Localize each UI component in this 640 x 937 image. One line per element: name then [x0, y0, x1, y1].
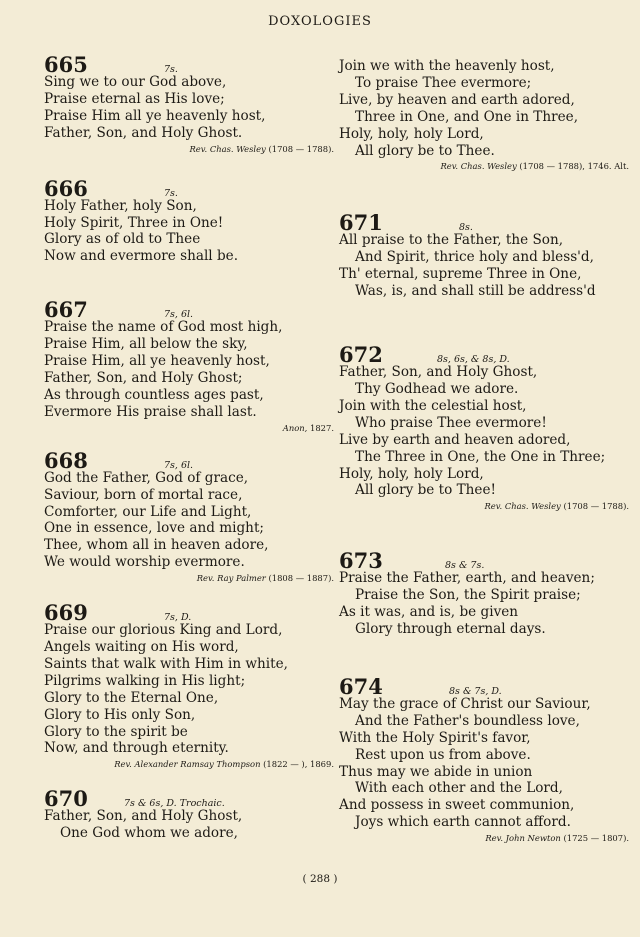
author-dates: (1708 — 1788).: [563, 501, 629, 512]
author-credit: [44, 758, 334, 770]
verse-line: And the Father's boundless love,: [355, 712, 580, 729]
verse-line: Praise the name of God most high,: [44, 319, 283, 336]
hymn-number: 674: [339, 673, 383, 699]
verse-line: The Three in One, the One in Three;: [355, 448, 606, 465]
verse-line: Father, Son, and Holy Ghost,: [339, 364, 538, 381]
hymn-meter: 7s, D.: [164, 612, 192, 624]
hymn-number: 672: [339, 342, 383, 368]
verse-line: As it was, and is, be given: [339, 604, 519, 621]
author-dates: (1708 — 1788).: [268, 143, 334, 154]
hymn-heading: [339, 342, 629, 368]
verse-line: Who praise Thee evermore!: [355, 414, 547, 431]
verse-line: Three in One, and One in Three,: [355, 108, 579, 125]
verse-line: Praise Him, all ye heavenly host,: [44, 353, 270, 370]
verse-line: Holy, holy, holy Lord,: [339, 125, 484, 142]
verse-line: All glory be to Thee!: [355, 482, 496, 499]
verse-line: Thus may we abide in union: [339, 763, 533, 780]
hymn-669: [44, 600, 334, 770]
hymn-meter: 8s, 6s, & 8s, D.: [437, 354, 510, 366]
hymn-meter: 8s & 7s, D.: [449, 685, 502, 697]
hymn-number: 666: [44, 175, 88, 201]
verse-line: Father, Son, and Holy Ghost;: [44, 369, 243, 386]
hymn-number: 665: [44, 52, 88, 77]
verse-line: Live by earth and heaven adored,: [339, 431, 571, 448]
author-name: Rev. Chas. Wesley: [189, 143, 266, 154]
page-number: ( 288 ): [302, 873, 338, 885]
author-dates: 1827.: [310, 422, 334, 433]
hymn-number: 668: [44, 447, 88, 473]
author-dates: (1708 — 1788), 1746. Alt.: [519, 161, 629, 172]
hymn-number: 669: [44, 600, 88, 626]
verse-line: Glory to the spirit be: [44, 723, 188, 740]
left-column: [44, 52, 334, 842]
hymn-heading: [44, 600, 334, 626]
verse-line: Thy Godhead we adore.: [355, 380, 519, 397]
hymn-670-continued: [339, 58, 629, 172]
verse-line: Th' eternal, supreme Three in One,: [339, 266, 582, 283]
hymn-meter: 7s & 6s, D. Trochaic.: [124, 798, 225, 810]
verse-line: Comforter, our Life and Light,: [44, 503, 252, 520]
verse-line: Glory through eternal days.: [355, 621, 546, 638]
verse-line: Pilgrims walking in His light;: [44, 672, 246, 689]
verse-line: Holy, holy, holy Lord,: [339, 465, 484, 482]
author-dates: (1725 — 1807).: [563, 833, 629, 844]
verse-line: Holy Father, holy Son,: [44, 197, 197, 214]
author-credit: [44, 572, 334, 584]
verse-line: God the Father, God of grace,: [44, 469, 249, 486]
verse-line: And possess in sweet communion,: [339, 797, 575, 814]
verse-line: Praise Him, all below the sky,: [44, 336, 248, 353]
hymn-672: [339, 342, 629, 512]
hymn-668: [44, 448, 334, 584]
verse-line: Sing we to our God above,: [44, 74, 227, 90]
hymn-meter: 8s & 7s.: [445, 560, 485, 572]
verse-line: Live, by heaven and earth adored,: [339, 91, 575, 108]
hymn-number: 671: [339, 210, 383, 236]
verse-line: To praise Thee evermore;: [355, 74, 532, 91]
verse-line: One God whom we adore,: [60, 825, 238, 842]
author-credit: [339, 500, 629, 512]
verse-line: Glory to His only Son,: [44, 706, 196, 723]
verse-line: Glory to the Eternal One,: [44, 689, 219, 706]
hymn-670: [44, 786, 334, 842]
hymn-meter: 7s.: [164, 64, 178, 75]
hymn-heading: [339, 673, 629, 699]
verse-line: With each other and the Lord,: [355, 780, 563, 797]
verse-line: Joys which earth cannot afford.: [355, 814, 571, 831]
verse-line: And Spirit, thrice holy and bless'd,: [355, 249, 594, 266]
hymn-heading: [44, 52, 334, 77]
verse-line: Was, is, and shall still be address'd: [355, 283, 596, 300]
verse-line: Praise our glorious King and Lord,: [44, 622, 283, 639]
verse-line: Holy Spirit, Three in One!: [44, 214, 224, 231]
hymn-665: [44, 52, 334, 155]
author-name: Rev. Ray Palmer: [196, 573, 266, 584]
verse-line: All praise to the Father, the Son,: [339, 232, 564, 249]
hymn-number: 673: [339, 548, 383, 574]
author-credit: [44, 143, 334, 155]
verse-line: Praise the Father, earth, and heaven;: [339, 570, 595, 587]
hymn-666: [44, 176, 334, 266]
hymn-number: 667: [44, 297, 88, 323]
verse-line: Glory as of old to Thee: [44, 231, 201, 248]
verse-line: With the Holy Spirit's favor,: [339, 729, 531, 746]
hymn-heading: [44, 297, 334, 323]
verse-line: Join we with the heavenly host,: [339, 58, 555, 74]
verse-line: Father, Son, and Holy Ghost.: [44, 124, 243, 141]
author-credit: [339, 160, 629, 172]
verse-line: We would worship evermore.: [44, 554, 245, 571]
hymn-meter: 7s, 6l.: [164, 459, 194, 471]
author-credit: [44, 422, 334, 434]
verse-line: Saviour, born of mortal race,: [44, 486, 243, 503]
author-name: Rev. Chas. Wesley: [440, 161, 517, 172]
verse-line: All glory be to Thee.: [355, 142, 495, 159]
verse-line: Saints that walk with Him in white,: [44, 655, 288, 672]
verse-line: Join with the celestial host,: [339, 397, 527, 414]
hymn-meter: 8s.: [459, 222, 473, 234]
author-credit: [339, 832, 629, 844]
verse-line: Angels waiting on His word,: [44, 639, 239, 656]
hymn-674: [339, 674, 629, 844]
right-column: [339, 52, 629, 844]
verse-line: As through countless ages past,: [44, 386, 264, 403]
author-name: Rev. John Newton: [485, 833, 561, 844]
hymn-heading: [44, 175, 334, 201]
verse-line: One in essence, love and might;: [44, 520, 264, 537]
author-dates: (1808 — 1887).: [268, 573, 334, 584]
hymn-meter: 7s, 6l.: [164, 309, 194, 321]
verse-line: Rest upon us from above.: [355, 746, 531, 763]
hymn-673: [339, 548, 629, 638]
hymn-number: 670: [44, 786, 88, 812]
hymn-667: [44, 297, 334, 433]
verse-line: Praise the Son, the Spirit praise;: [355, 587, 581, 604]
verse-line: Now and evermore shall be.: [44, 248, 239, 265]
verse-line: Father, Son, and Holy Ghost,: [44, 808, 243, 825]
hymn-meter: 7s.: [164, 187, 178, 199]
verse-line: May the grace of Christ our Saviour,: [339, 695, 591, 712]
hymn-heading: [339, 210, 629, 236]
verse-line: Praise eternal as His love;: [44, 90, 225, 107]
hymn-heading: [339, 548, 629, 574]
verse-line: Now, and through eternity.: [44, 740, 229, 757]
author-name: Anon,: [282, 422, 308, 433]
author-dates: (1822 — ), 1869.: [263, 759, 334, 770]
author-name: Rev. Alexander Ramsay Thompson: [114, 759, 261, 770]
hymn-heading: [44, 447, 334, 473]
page-header: DOXOLOGIES: [268, 14, 372, 29]
hymn-671: [339, 210, 629, 300]
verse-line: Praise Him all ye heavenly host,: [44, 107, 266, 124]
verse-line: Evermore His praise shall last.: [44, 403, 257, 420]
author-name: Rev. Chas. Wesley: [484, 501, 561, 512]
verse-line: Thee, whom all in heaven adore,: [44, 537, 269, 554]
hymn-heading: [44, 786, 334, 812]
